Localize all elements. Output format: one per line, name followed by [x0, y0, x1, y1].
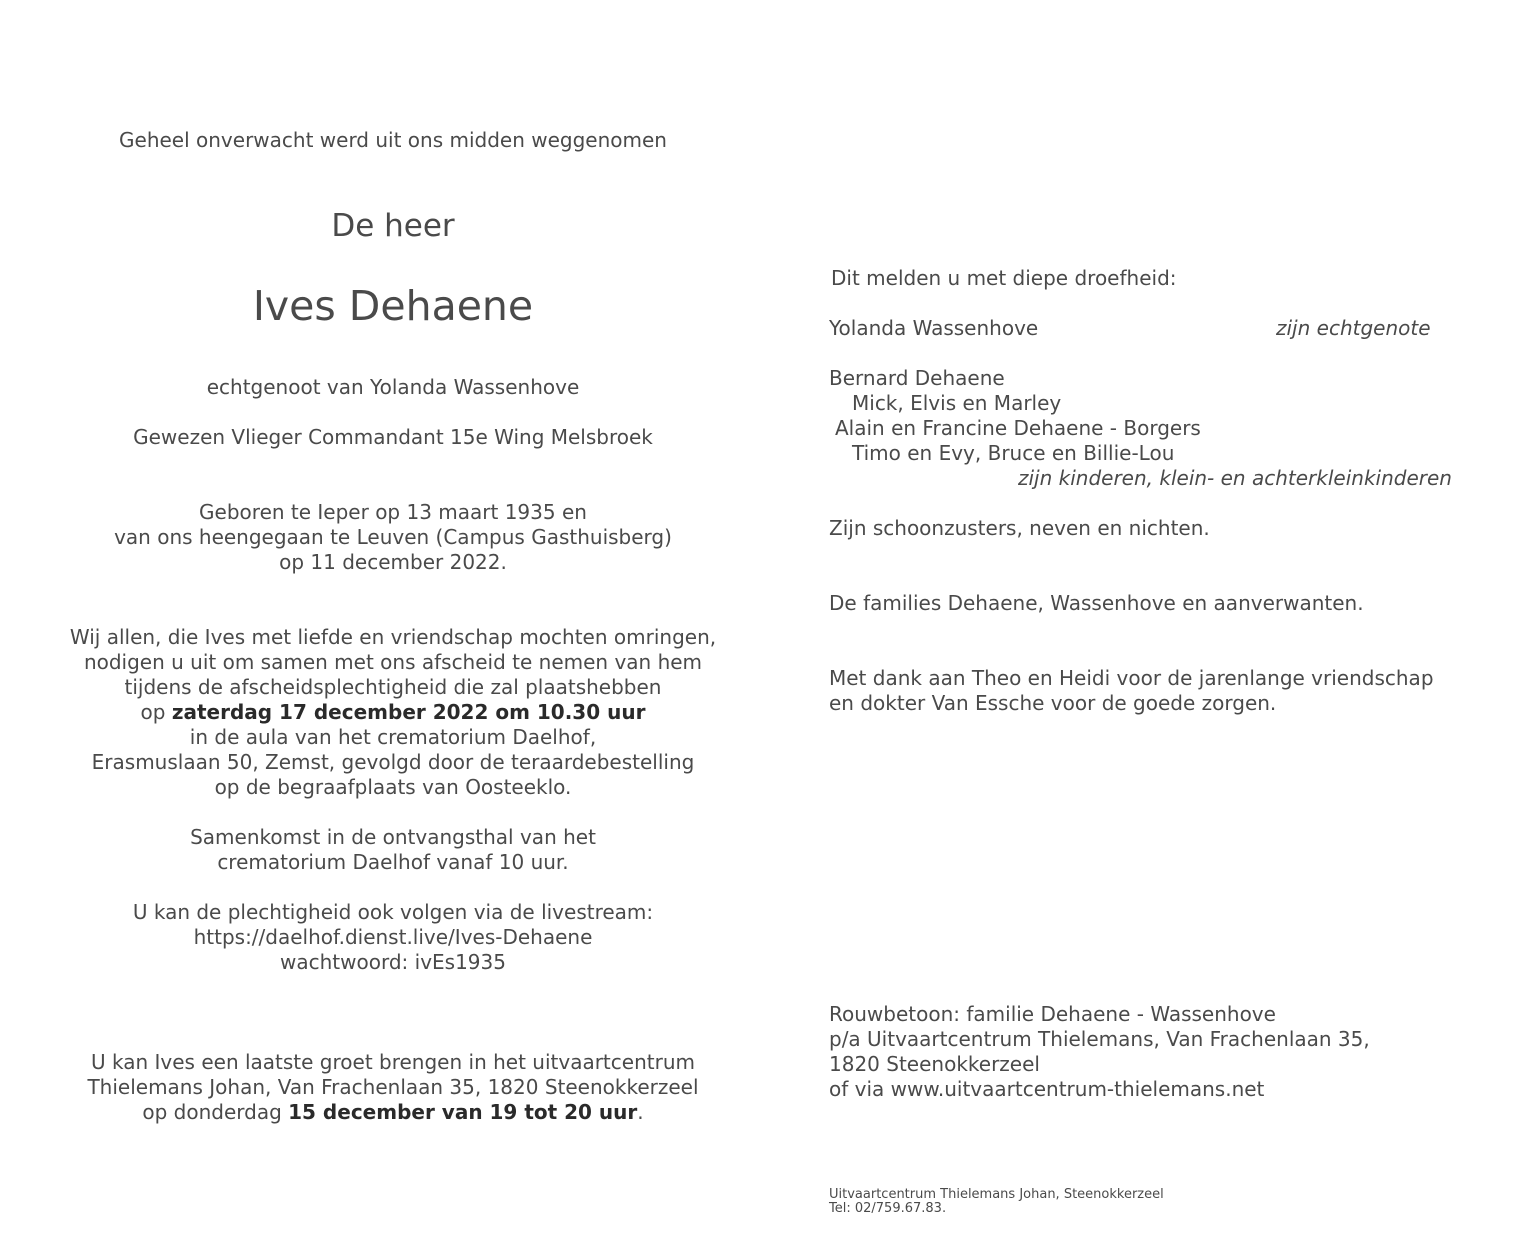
visit-suffix: .	[637, 1100, 644, 1124]
condolence-line-2: p/a Uitvaartcentrum Thielemans, Van Frachenlaan 35,	[829, 1027, 1370, 1051]
ceremony-place-2: Erasmuslaan 50, Zemst, gevolgd door de teraardebestelling	[91, 750, 695, 774]
ceremony-line	[48, 700, 738, 725]
visit-line-2: Thielemans Johan, Van Frachenlaan 35, 1820 Steenokkerzeel	[87, 1075, 699, 1099]
condolence-line-1: Rouwbetoon: familie Dehaene - Wassenhove	[829, 1002, 1276, 1026]
spouse-role: zijn echtgenote	[1276, 316, 1431, 340]
ceremony-place-1: in de aula van het crematorium Daelhof,	[189, 725, 597, 749]
families-text: De families Dehaene, Wassenhove en aanverwanten.	[829, 591, 1364, 615]
birth-line-3: op 11 december 2022.	[279, 550, 507, 574]
livestream-line-1: U kan de plechtigheid ook volgen via de livestream:	[132, 900, 654, 924]
occupation: Gewezen Vlieger Commandant 15e Wing Melsbroek	[133, 425, 653, 449]
gathering-line-1: Samenkomst in de ontvangsthal van het	[190, 825, 596, 849]
condolence-line-4: of via www.uitvaartcentrum-thielemans.net	[829, 1077, 1265, 1101]
gathering-line-2: crematorium Daelhof vanaf 10 uur.	[217, 850, 569, 874]
visit-line-3	[48, 1100, 738, 1125]
visit-prefix: op donderdag	[142, 1100, 289, 1124]
thanks-line-1: Met dank aan Theo en Heidi voor de jarenlange vriendschap	[829, 666, 1434, 690]
birth-line-2: van ons heengegaan te Leuven (Campus Gasthuisberg)	[114, 525, 672, 549]
family-line-2: Mick, Elvis en Marley	[852, 391, 1062, 415]
invite-line-1: Wij allen, die Ives met liefde en vriendschap mochten omringen,	[69, 625, 717, 649]
ceremony-prefix: op	[140, 700, 172, 724]
deceased-name: Ives Dehaene	[252, 282, 534, 330]
thanks-line-2: en dokter Van Essche voor de goede zorgen.	[829, 691, 1277, 715]
condolence-line-3: 1820 Steenokkerzeel	[829, 1052, 1040, 1076]
invite-line-3: tijdens de afscheidsplechtigheid die zal plaatshebben	[124, 675, 662, 699]
family-line-3: Alain en Francine Dehaene - Borgers	[835, 416, 1201, 440]
inlaws-text: Zijn schoonzusters, neven en nichten.	[829, 516, 1210, 540]
footer-line-1: Uitvaartcentrum Thielemans Johan, Steenokkerzeel	[829, 1187, 1164, 1202]
spouse-name: Yolanda Wassenhove	[829, 316, 1039, 340]
visit-line-1: U kan Ives een laatste groet brengen in het uitvaartcentrum	[91, 1050, 695, 1074]
salutation: De heer	[331, 208, 455, 244]
family-role: zijn kinderen, klein- en achterkleinkinderen	[1018, 466, 1452, 490]
intro-text: Geheel onverwacht werd uit ons midden weggenomen	[119, 128, 667, 152]
family-line-1: Bernard Dehaene	[829, 366, 1005, 390]
announce-text: Dit melden u met diepe droefheid:	[831, 266, 1177, 290]
livestream-password: wachtwoord: ivEs1935	[280, 950, 506, 974]
visit-date: 15 december van 19 tot 20 uur	[288, 1100, 638, 1124]
ceremony-place-3: op de begraafplaats van Oosteeklo.	[214, 775, 572, 799]
family-line-4: Timo en Evy, Bruce en Billie-Lou	[852, 441, 1175, 465]
birth-line-1: Geboren te Ieper op 13 maart 1935 en	[199, 500, 587, 524]
ceremony-date: zaterdag 17 december 2022 om 10.30 uur	[171, 700, 646, 724]
footer-line-2: Tel: 02/759.67.83.	[829, 1201, 947, 1216]
spouse-line: echtgenoot van Yolanda Wassenhove	[206, 375, 580, 399]
invite-line-2: nodigen u uit om samen met ons afscheid te nemen van hem	[83, 650, 703, 674]
livestream-url: https://daelhof.dienst.live/Ives-Dehaene	[193, 925, 593, 949]
